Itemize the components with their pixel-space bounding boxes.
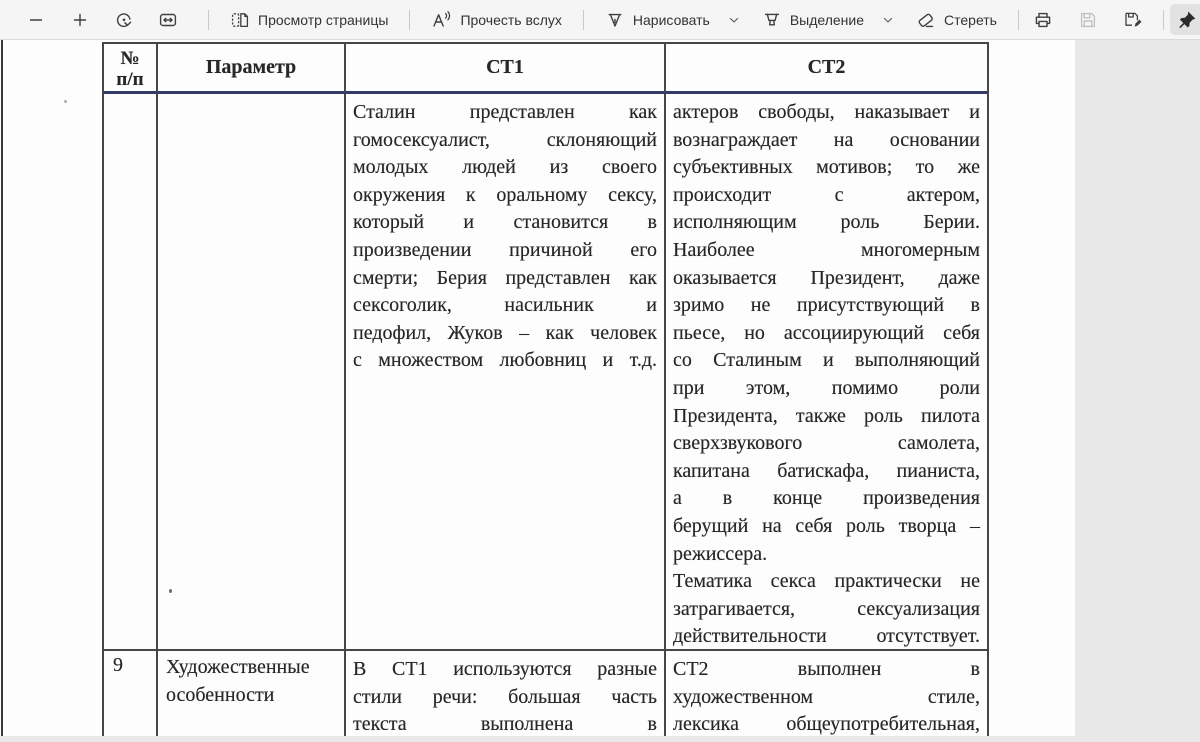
pdf-toolbar (0, 0, 1200, 40)
text-line: со Сталиным и выполняющий (673, 349, 980, 372)
text-line: исполняющим роль Берии. (673, 211, 980, 234)
scan-speck (64, 100, 67, 103)
text-line: сексоголик, насильник и (353, 294, 657, 317)
table-cell-st2 (666, 651, 987, 736)
page-view-button[interactable] (219, 4, 399, 36)
table-cell-num (104, 94, 158, 651)
highlighter-icon (762, 10, 782, 30)
text-line: который и становится в (353, 211, 657, 234)
chevron-down-icon (728, 14, 740, 26)
text-line: затрагивается, сексуализация (673, 597, 980, 620)
zoom-in-icon (70, 10, 90, 30)
text-line: оказывается Президент, даже (673, 266, 980, 289)
document-page (0, 40, 1075, 736)
toolbar-separator (1018, 10, 1019, 30)
printer-icon (1033, 10, 1053, 30)
document-viewport[interactable] (0, 40, 1200, 741)
table-cell-st2 (666, 94, 987, 651)
save-button (1074, 4, 1102, 36)
fit-width-icon (158, 10, 178, 30)
read-aloud-label: Прочесть вслух (460, 11, 562, 28)
text-line: произведении причиной его (353, 238, 657, 261)
text-line: Художественные (166, 656, 310, 678)
header-num-line1: № (120, 47, 140, 69)
text-line: гомосексуалист, склоняющий (353, 128, 657, 151)
toolbar-separator (1163, 10, 1164, 30)
text-line: субъективных мотивов; то же (673, 156, 980, 179)
text-line: вознаграждает на основании (673, 128, 980, 151)
page-view-icon (230, 10, 250, 30)
text-line: окружения к оральному сексу, (353, 183, 657, 206)
zoom-out-icon (26, 10, 46, 30)
text-line: В СТ1 используются разные (353, 658, 657, 680)
erase-button[interactable] (905, 4, 1008, 36)
save-icon (1078, 10, 1098, 30)
table-header-num (104, 44, 158, 94)
rotate-button[interactable] (110, 4, 138, 36)
print-button[interactable] (1029, 4, 1057, 36)
text-line: актеров свободы, наказывает и (673, 101, 980, 123)
table-header-st1: СТ1 (346, 44, 666, 94)
text-line: Сталин представлен как (353, 101, 657, 123)
draw-button[interactable] (594, 4, 751, 36)
table-cell-param (158, 94, 346, 651)
comparison-table (102, 42, 989, 736)
text-line: Президента, также роль пилота (673, 404, 980, 427)
text-line: происходит с актером, (673, 183, 980, 206)
eraser-icon (916, 10, 936, 30)
text-line: режиссера. (673, 542, 768, 565)
erase-label: Стереть (944, 11, 997, 28)
text-line: СТ2 выполнен в (673, 658, 980, 680)
draw-pen-icon (605, 10, 625, 30)
text-line: текста выполнена в (353, 713, 657, 736)
text-line: педофил, Жуков – как человек (353, 321, 657, 344)
highlight-button[interactable] (751, 4, 905, 36)
toolbar-separator (583, 10, 584, 30)
toolbar-separator (208, 10, 209, 30)
text-line: берущий на себя роль творца – (673, 514, 980, 537)
text-line: Наиболее многомерным (673, 238, 980, 261)
toolbar-separator (409, 10, 410, 30)
save-as-button[interactable] (1119, 4, 1147, 36)
save-as-icon (1123, 10, 1143, 30)
text-line: зримо не присутствующий в (673, 294, 980, 317)
text-line: лексика общеупотребительная, (673, 713, 980, 736)
table-cell-st1 (346, 94, 666, 651)
text-line: смерти; Берия представлен как (353, 266, 657, 289)
draw-label: Нарисовать (632, 11, 710, 28)
text-line: художественном стиле, (673, 685, 980, 708)
text-line: при этом, помимо роли (673, 376, 980, 399)
zoom-out-button[interactable] (22, 4, 50, 36)
table-cell-param (158, 651, 346, 736)
text-line: а в конце произведения (673, 487, 980, 510)
text-line: действительности отсутствует. (673, 625, 980, 648)
rotate-icon (114, 10, 134, 30)
text-line: капитана батискафа, пианиста, (673, 459, 980, 482)
scan-edge-line (1, 40, 3, 736)
text-line: сверхзвукового самолета, (673, 432, 980, 455)
text-line: пьесе, но ассоциирующий себя (673, 321, 980, 344)
read-aloud-button[interactable] (420, 4, 572, 36)
table-header-st2: СТ2 (666, 44, 987, 94)
text-line: особенности (166, 683, 275, 706)
read-aloud-icon (431, 10, 452, 30)
pin-icon (1177, 10, 1197, 30)
page-view-label: Просмотр страницы (258, 11, 389, 28)
text-line: Тематика секса практически не (673, 570, 980, 593)
header-num-line2: п/п (116, 68, 144, 90)
text-line: с множеством любовниц и т.д. (353, 349, 657, 372)
table-cell-st1 (346, 651, 666, 736)
zoom-in-button[interactable] (66, 4, 94, 36)
text-line: молодых людей из своего (353, 156, 657, 179)
fit-width-button[interactable] (154, 4, 182, 36)
pin-toolbar-button[interactable] (1170, 4, 1200, 35)
table-cell-num: 9 (104, 651, 158, 736)
chevron-down-icon (882, 14, 894, 26)
text-line: стили речи: большая часть (353, 685, 657, 708)
table-header-param: Параметр (158, 44, 346, 94)
highlight-label: Выделение (789, 11, 865, 28)
